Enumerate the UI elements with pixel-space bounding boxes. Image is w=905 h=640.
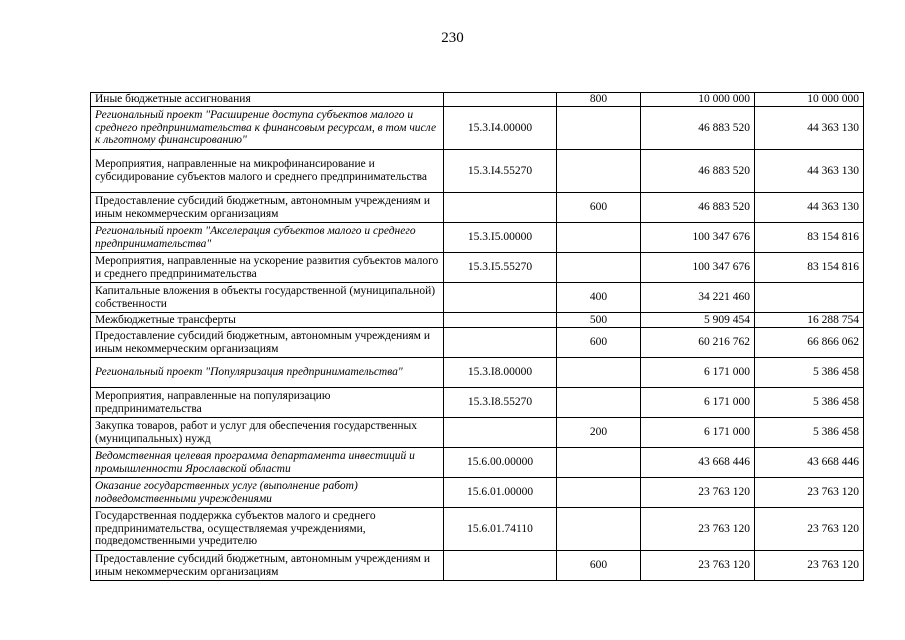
row-expense-type: 500 <box>557 313 641 328</box>
row-amount-year1: 6 171 000 <box>641 388 755 418</box>
row-name: Закупка товаров, работ и услуг для обеспечения государственных (муниципальных) нужд <box>91 418 444 448</box>
table-row <box>91 478 864 508</box>
row-code <box>444 328 557 358</box>
row-name: Региональный проект "Расширение доступа субъектов малого и среднего предпринимательства к финансовым ресурсам, в том числе к льготному финансированию" <box>91 107 444 150</box>
table-row <box>91 448 864 478</box>
row-amount-year2: 44 363 130 <box>755 107 864 150</box>
row-code <box>444 418 557 448</box>
row-name: Региональный проект "Акселерация субъектов малого и среднего предпринимательства" <box>91 223 444 253</box>
row-expense-type <box>557 150 641 193</box>
row-name: Предоставление субсидий бюджетным, автономным учреждениям и иным некоммерческим организациям <box>91 193 444 223</box>
row-expense-type: 200 <box>557 418 641 448</box>
row-expense-type: 600 <box>557 551 641 581</box>
budget-table-body <box>91 93 864 581</box>
row-amount-year1: 34 221 460 <box>641 283 755 313</box>
row-amount-year1: 60 216 762 <box>641 328 755 358</box>
row-amount-year2: 43 668 446 <box>755 448 864 478</box>
row-code <box>444 551 557 581</box>
table-row <box>91 253 864 283</box>
row-code: 15.6.01.74110 <box>444 508 557 551</box>
row-code: 15.3.I5.00000 <box>444 223 557 253</box>
row-amount-year1: 10 000 000 <box>641 93 755 107</box>
row-name: Ведомственная целевая программа департамента инвестиций и промышленности Ярославской области <box>91 448 444 478</box>
row-amount-year2: 5 386 458 <box>755 388 864 418</box>
table-row <box>91 358 864 388</box>
table-row <box>91 328 864 358</box>
table-row <box>91 418 864 448</box>
row-code: 15.6.00.00000 <box>444 448 557 478</box>
row-code <box>444 313 557 328</box>
row-amount-year1: 23 763 120 <box>641 551 755 581</box>
row-expense-type: 600 <box>557 193 641 223</box>
row-name: Иные бюджетные ассигнования <box>91 93 444 107</box>
row-name: Межбюджетные трансферты <box>91 313 444 328</box>
row-expense-type <box>557 358 641 388</box>
row-code <box>444 193 557 223</box>
row-amount-year2: 83 154 816 <box>755 223 864 253</box>
row-amount-year2: 23 763 120 <box>755 508 864 551</box>
row-amount-year2: 16 288 754 <box>755 313 864 328</box>
row-amount-year2: 23 763 120 <box>755 478 864 508</box>
table-row <box>91 223 864 253</box>
row-amount-year2: 10 000 000 <box>755 93 864 107</box>
row-expense-type <box>557 478 641 508</box>
row-amount-year2 <box>755 283 864 313</box>
row-name: Предоставление субсидий бюджетным, автономным учреждениям и иным некоммерческим организациям <box>91 551 444 581</box>
row-amount-year1: 46 883 520 <box>641 150 755 193</box>
row-amount-year2: 83 154 816 <box>755 253 864 283</box>
table-row <box>91 551 864 581</box>
row-amount-year1: 6 171 000 <box>641 358 755 388</box>
table-row <box>91 150 864 193</box>
row-code <box>444 93 557 107</box>
table-row <box>91 283 864 313</box>
table-row <box>91 388 864 418</box>
row-amount-year2: 23 763 120 <box>755 551 864 581</box>
row-expense-type <box>557 253 641 283</box>
row-amount-year1: 23 763 120 <box>641 478 755 508</box>
row-code: 15.3.I4.55270 <box>444 150 557 193</box>
row-amount-year2: 5 386 458 <box>755 358 864 388</box>
row-amount-year2: 5 386 458 <box>755 418 864 448</box>
row-amount-year1: 46 883 520 <box>641 193 755 223</box>
row-amount-year1: 100 347 676 <box>641 223 755 253</box>
table-row <box>91 193 864 223</box>
row-code: 15.6.01.00000 <box>444 478 557 508</box>
row-name: Государственная поддержка субъектов малого и среднего предпринимательства, осуществляемая учреждениями, подведомственными учредителю <box>91 508 444 551</box>
row-code: 15.3.I8.00000 <box>444 358 557 388</box>
row-amount-year2: 44 363 130 <box>755 193 864 223</box>
row-amount-year1: 100 347 676 <box>641 253 755 283</box>
row-expense-type <box>557 223 641 253</box>
row-expense-type: 800 <box>557 93 641 107</box>
table-row <box>91 313 864 328</box>
row-name: Мероприятия, направленные на ускорение развития субъектов малого и среднего предпринимательства <box>91 253 444 283</box>
row-name: Капитальные вложения в объекты государственной (муниципальной) собственности <box>91 283 444 313</box>
row-amount-year1: 23 763 120 <box>641 508 755 551</box>
row-name: Региональный проект "Популяризация предпринимательства" <box>91 358 444 388</box>
row-amount-year2: 66 866 062 <box>755 328 864 358</box>
row-code: 15.3.I5.55270 <box>444 253 557 283</box>
table-row <box>91 508 864 551</box>
row-amount-year1: 5 909 454 <box>641 313 755 328</box>
row-expense-type <box>557 508 641 551</box>
row-name: Оказание государственных услуг (выполнение работ) подведомственными учреждениями <box>91 478 444 508</box>
row-code: 15.3.I4.00000 <box>444 107 557 150</box>
budget-table <box>90 92 864 581</box>
row-name: Мероприятия, направленные на микрофинансирование и субсидирование субъектов малого и среднего предпринимательства <box>91 150 444 193</box>
row-expense-type: 400 <box>557 283 641 313</box>
row-expense-type: 600 <box>557 328 641 358</box>
row-code: 15.3.I8.55270 <box>444 388 557 418</box>
table-row <box>91 93 864 107</box>
row-amount-year1: 46 883 520 <box>641 107 755 150</box>
row-amount-year1: 43 668 446 <box>641 448 755 478</box>
row-name: Мероприятия, направленные на популяризацию предпринимательства <box>91 388 444 418</box>
table-row <box>91 107 864 150</box>
row-expense-type <box>557 388 641 418</box>
row-amount-year1: 6 171 000 <box>641 418 755 448</box>
row-name: Предоставление субсидий бюджетным, автономным учреждениям и иным некоммерческим организациям <box>91 328 444 358</box>
row-expense-type <box>557 107 641 150</box>
page-number: 230 <box>441 30 464 46</box>
row-amount-year2: 44 363 130 <box>755 150 864 193</box>
row-expense-type <box>557 448 641 478</box>
row-code <box>444 283 557 313</box>
